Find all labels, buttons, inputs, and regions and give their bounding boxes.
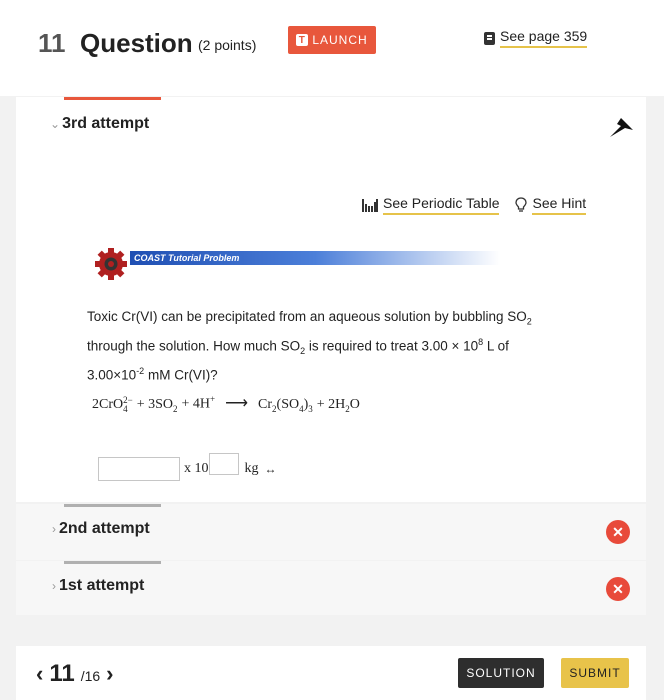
attempt-toggle-2nd[interactable] [52, 520, 150, 538]
problem-tools [362, 195, 586, 215]
periodic-table-label: See Periodic Table [383, 195, 499, 215]
problem-subscript: 2 [526, 316, 532, 327]
chemical-equation [92, 393, 360, 414]
see-page-link[interactable] [484, 28, 587, 48]
attempt-panel-2nd[interactable] [16, 504, 646, 560]
question-footer [16, 646, 646, 700]
attempt-title-2nd: 2nd attempt [59, 520, 150, 537]
chevron-right-icon: › [52, 579, 56, 593]
answer-units: kg [244, 461, 259, 476]
lightbulb-icon [515, 197, 527, 213]
attempt-panel-current [16, 97, 646, 502]
problem-text: is required to treat 3.00 × 10 [305, 338, 479, 354]
eq-term: + $2H_2O$ [316, 397, 360, 414]
attempt-indicator [64, 504, 161, 507]
prev-question-button[interactable]: ‹ [36, 661, 44, 686]
incorrect-icon: ✕ [606, 520, 630, 544]
problem-text: Toxic Cr(VI) can be precipitated from an aqueous solution by bubbling SO [87, 309, 527, 324]
collapse-panel-icon[interactable] [606, 115, 636, 139]
eq-term: $Cr_2(SO_4)_3$ [258, 397, 313, 414]
question-label: Question [80, 28, 193, 58]
question-pagination [36, 660, 114, 688]
attempt-title-1st: 1st attempt [59, 577, 145, 594]
attempt-indicator [64, 561, 161, 564]
unit-toggle-icon[interactable]: ↔ [264, 461, 277, 476]
answer-exponent-input[interactable] [209, 453, 239, 475]
launch-label: LAUNCH [312, 33, 368, 47]
periodic-table-icon [362, 199, 378, 212]
submit-button[interactable]: SUBMIT [561, 658, 629, 688]
eq-term: + 4H+ [181, 394, 216, 412]
attempt-title-current: 3rd attempt [62, 115, 150, 132]
launch-icon: T [296, 34, 308, 46]
see-page-label: See page 359 [500, 28, 587, 48]
answer-coefficient-input[interactable] [98, 457, 180, 481]
coast-banner-bar [130, 251, 500, 265]
see-hint-link[interactable] [515, 195, 586, 215]
book-icon [484, 32, 495, 45]
problem-superscript: -2 [136, 365, 145, 376]
problem-text: through the solution. How much SO [87, 338, 301, 354]
problem-statement [87, 307, 577, 385]
answer-row [98, 457, 277, 481]
attempt-toggle-1st[interactable] [52, 577, 144, 595]
incorrect-icon: ✕ [606, 577, 630, 601]
problem-text: L of [483, 338, 509, 354]
problem-text: mM Cr(VI)? [144, 367, 218, 383]
problem-superscript: 8 [478, 336, 484, 347]
solution-button[interactable]: SOLUTION [458, 658, 544, 688]
eq-term: 2CrO 2− 4 [92, 394, 133, 414]
attempt-toggle-current[interactable] [50, 115, 149, 133]
launch-button[interactable] [288, 26, 376, 54]
attempt-panel-1st[interactable] [16, 561, 646, 615]
hint-label: See Hint [532, 195, 586, 215]
see-periodic-table-link[interactable] [362, 195, 499, 215]
coast-tutorial-banner [94, 247, 514, 281]
gear-icon [94, 247, 128, 281]
chevron-down-icon: ⌄ [50, 117, 61, 131]
times-ten-label: x 10 [184, 461, 209, 476]
eq-term: + $3SO_2$ [136, 397, 178, 414]
current-question-number: 11 [49, 660, 75, 687]
total-questions: /16 [80, 668, 101, 684]
problem-subscript: 2 [300, 345, 306, 356]
problem-text: 3.00×10 [87, 367, 137, 383]
reaction-arrow: ⟶ [225, 395, 249, 412]
question-number: 11 [38, 28, 66, 58]
next-question-button[interactable]: › [106, 661, 114, 686]
question-points: (2 points) [198, 37, 257, 53]
question-header [0, 0, 664, 96]
coast-banner-text: COAST Tutorial Problem [134, 253, 240, 263]
active-attempt-indicator [64, 97, 161, 100]
chevron-right-icon: › [52, 522, 56, 536]
